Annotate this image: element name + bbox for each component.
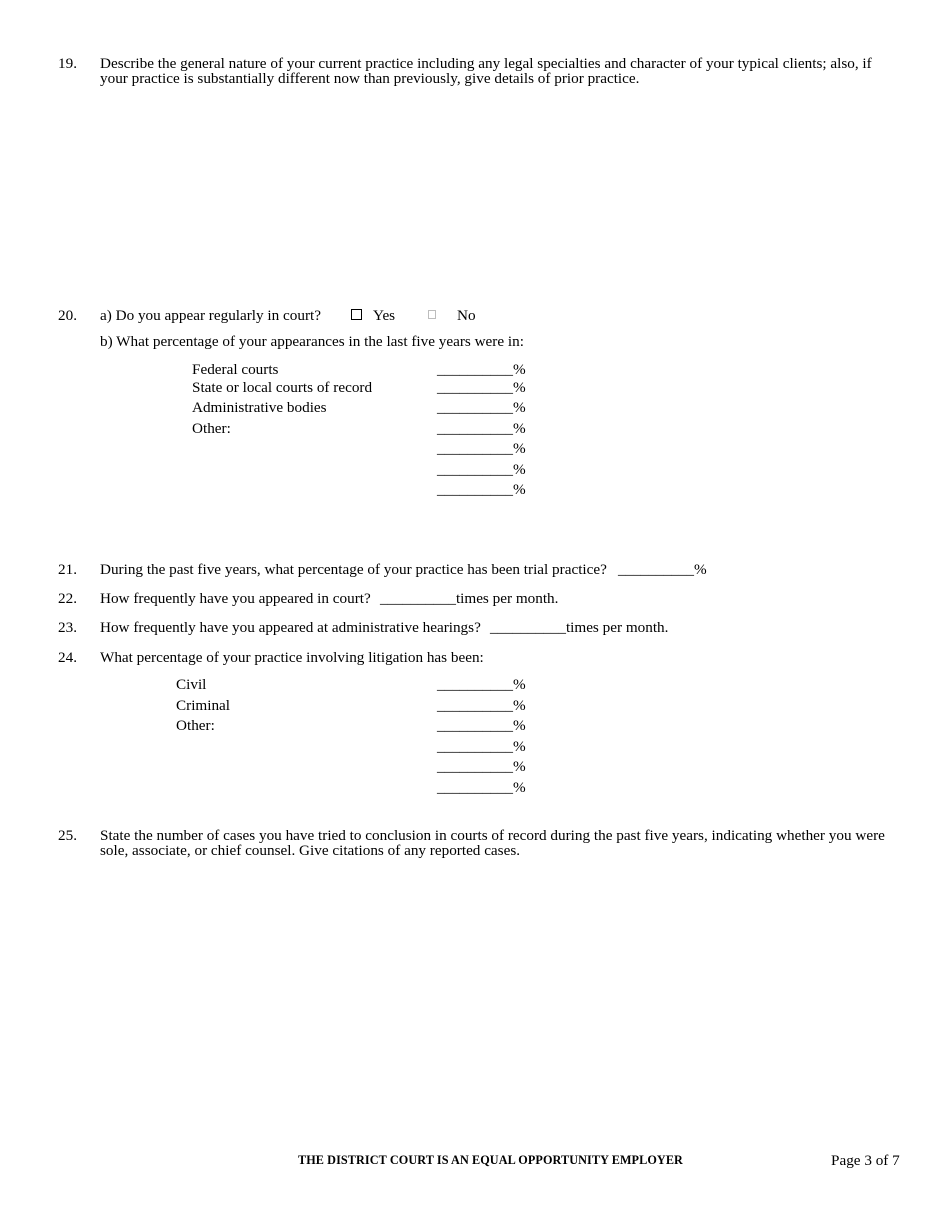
q24-row-blank[interactable]: __________%	[437, 676, 526, 693]
q24-text: What percentage of your practice involving litigation has been:	[100, 649, 484, 666]
q23-text: How frequently have you appeared at administrative hearings?	[100, 619, 481, 636]
yes-label: Yes	[373, 307, 396, 324]
q24-row-label: Civil	[176, 676, 207, 693]
equal-opportunity-notice: THE DISTRICT COURT IS AN EQUAL OPPORTUNITY EMPLOYER	[298, 1153, 683, 1167]
q24-row-blank[interactable]: __________%	[437, 717, 526, 734]
q22-blank[interactable]: __________times per month.	[380, 590, 559, 607]
q19-number: 19.	[58, 55, 77, 72]
q24-row-blank[interactable]: __________%	[437, 758, 526, 775]
no-checkbox[interactable]	[428, 310, 436, 319]
q20-row-blank[interactable]: __________%	[437, 361, 526, 378]
q20-row-label: Administrative bodies	[192, 399, 327, 416]
q20-row-blank[interactable]: __________%	[437, 379, 526, 396]
q24-row-blank[interactable]: __________%	[437, 738, 526, 755]
q20-row-blank[interactable]: __________%	[437, 461, 526, 478]
page-number: Page 3 of 7	[831, 1152, 900, 1169]
q24-row-label: Other:	[176, 717, 215, 734]
q22-number: 22.	[58, 590, 77, 607]
q21-blank[interactable]: __________%	[618, 561, 707, 578]
q24-row-blank[interactable]: __________%	[437, 779, 526, 796]
q19-text: Describe the general nature of your current practice including any legal specialties and character of your typical clients; also, if your practice is substantially different now than previously, give details of prior practice.	[100, 55, 872, 87]
q24-row-blank[interactable]: __________%	[437, 697, 526, 714]
q20-row-label: Federal courts	[192, 361, 279, 378]
q20-row-label: Other:	[192, 420, 231, 437]
q21-number: 21.	[58, 561, 77, 578]
no-label: No	[457, 307, 476, 324]
q25-text: State the number of cases you have tried to conclusion in courts of record during the past five years, indicating whether you were sole, associate, or chief counsel. Give citations of any reported cases.	[100, 827, 885, 859]
q23-blank[interactable]: __________times per month.	[490, 619, 669, 636]
q24-number: 24.	[58, 649, 77, 666]
q20-row-blank[interactable]: __________%	[437, 420, 526, 437]
q25-number: 25.	[58, 827, 77, 844]
q22-text: How frequently have you appeared in court?	[100, 590, 371, 607]
q23-number: 23.	[58, 619, 77, 636]
q24-row-label: Criminal	[176, 697, 230, 714]
yes-checkbox[interactable]	[351, 309, 362, 320]
q20-row-blank[interactable]: __________%	[437, 440, 526, 457]
q20-row-blank[interactable]: __________%	[437, 399, 526, 416]
q20-part-b: b) What percentage of your appearances in the last five years were in:	[100, 333, 524, 350]
q21-text: During the past five years, what percentage of your practice has been trial practice?	[100, 561, 607, 578]
q20-row-label: State or local courts of record	[192, 379, 373, 396]
q20-number: 20.	[58, 307, 77, 324]
q20-row-blank[interactable]: __________%	[437, 481, 526, 498]
q20-part-a: a) Do you appear regularly in court?	[100, 307, 321, 324]
